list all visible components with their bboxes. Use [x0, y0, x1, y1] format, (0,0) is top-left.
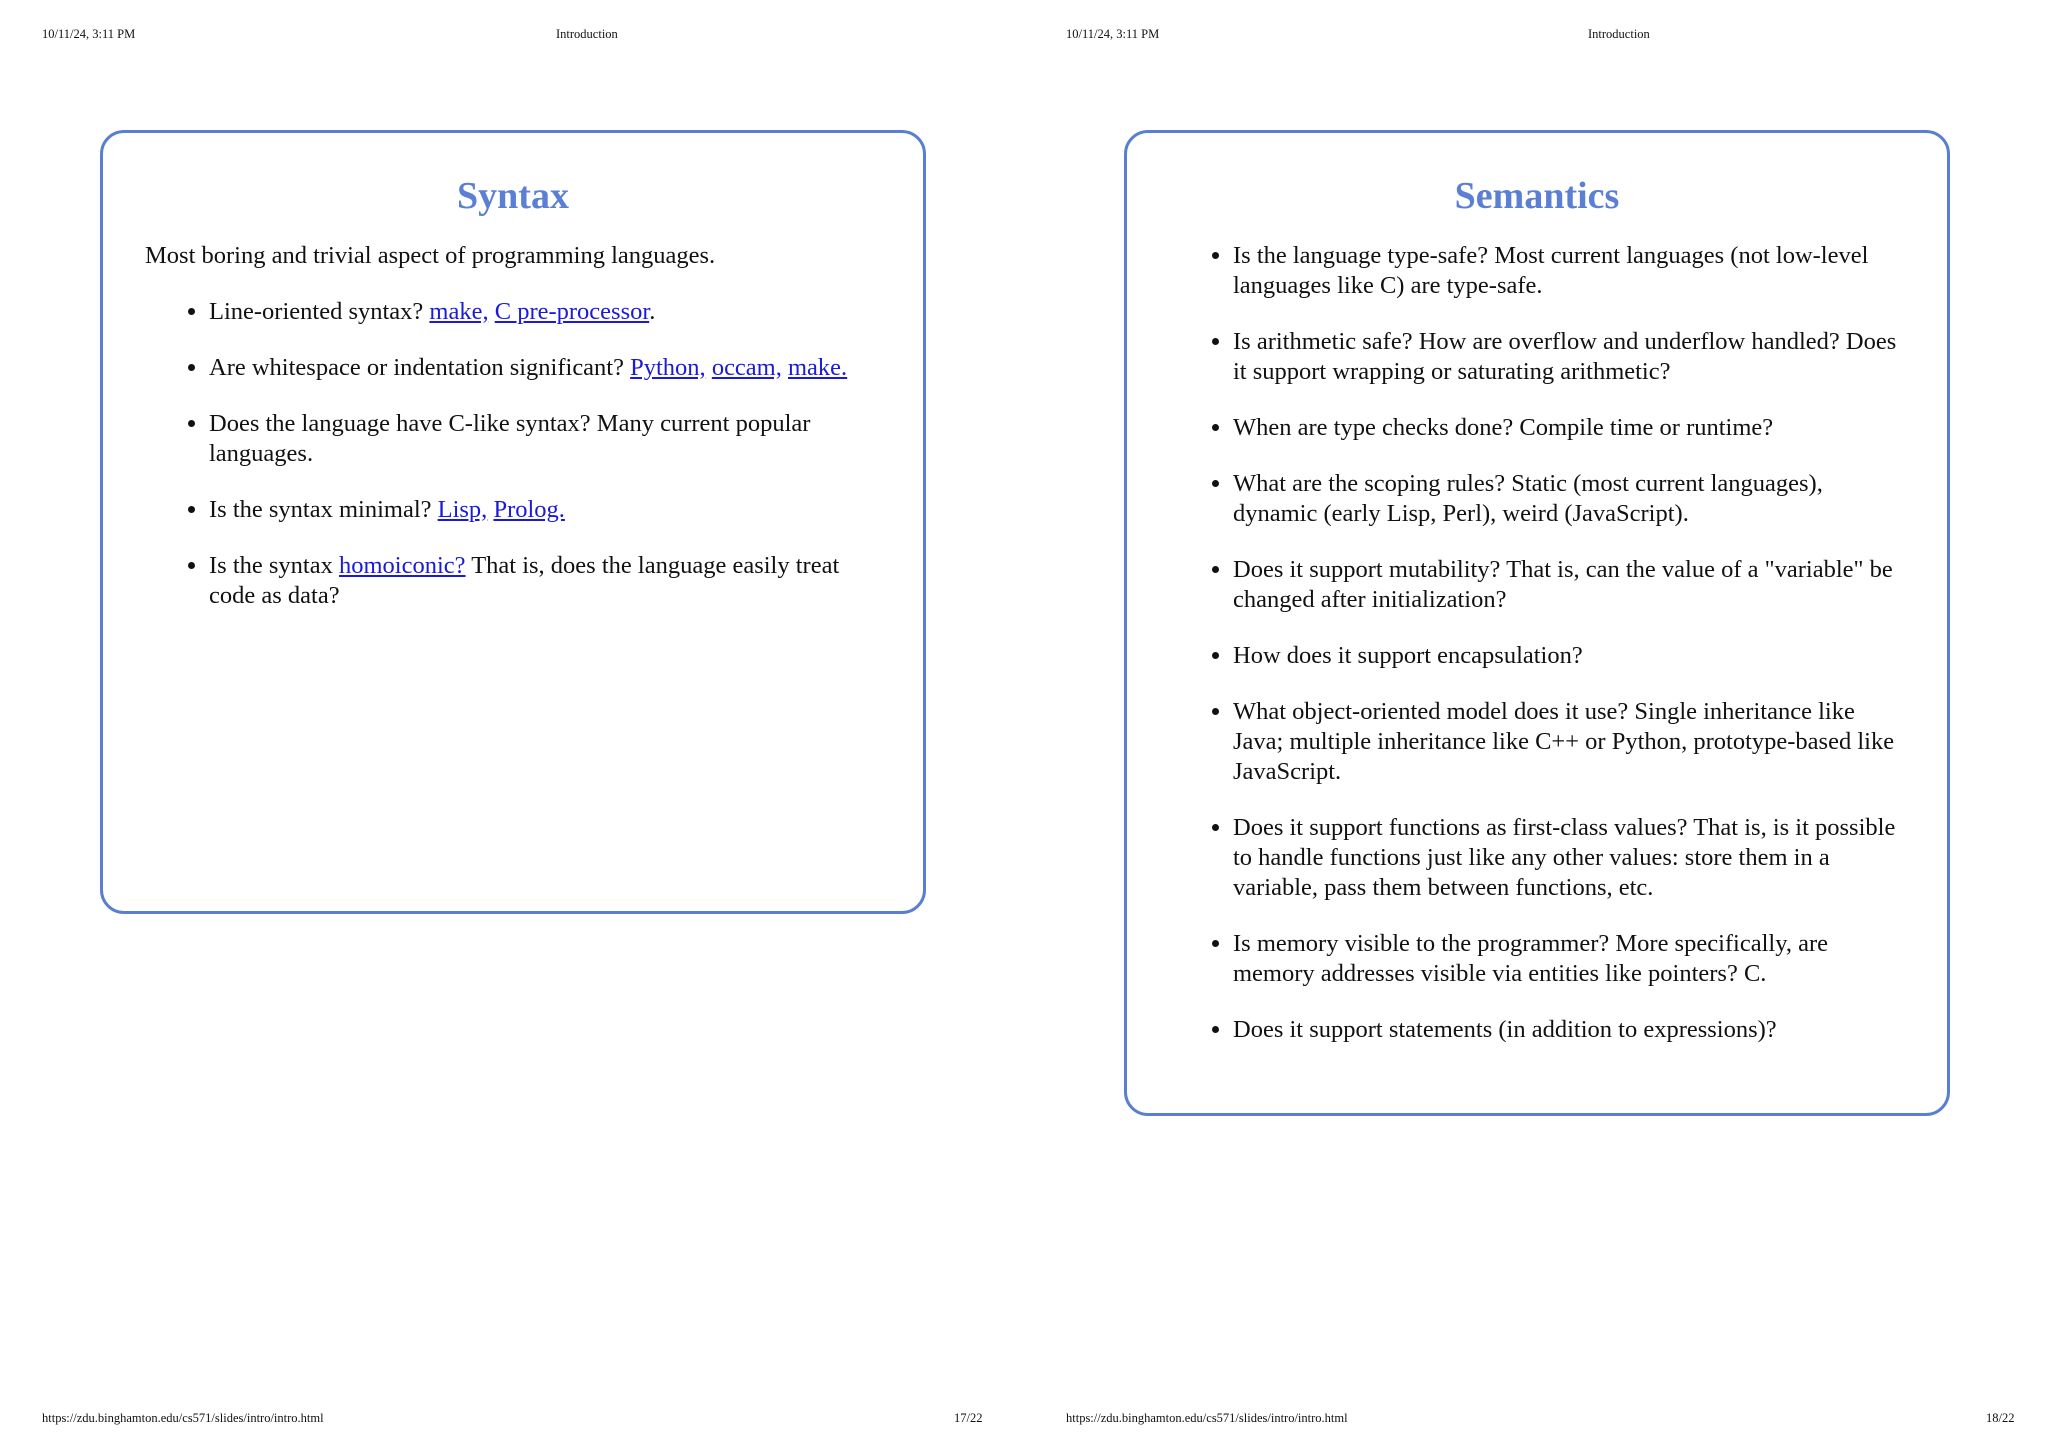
- header-title: Introduction: [1588, 27, 1650, 41]
- slide-intro: Most boring and trivial aspect of programming languages.: [145, 241, 716, 269]
- list-item: • Does it support mutability? That is, can the value of a "variable" be changed after initialization?: [1233, 555, 1907, 615]
- list-item: [209, 353, 883, 383]
- list-item: [209, 297, 883, 327]
- bullet-text: Are whitespace or indentation significant?: [209, 353, 631, 381]
- list-item: • Is memory visible to the programmer? More specifically, are memory addresses visible via entities like pointers? C.: [1233, 929, 1907, 989]
- link-occam[interactable]: occam,: [711, 353, 782, 381]
- bullet-text: Is the syntax: [209, 551, 339, 579]
- list-item: • Is the language type-safe? Most current languages (not low-level languages like C) are type-safe.: [1233, 241, 1907, 301]
- bullet-list: [1169, 241, 1907, 1045]
- link-make[interactable]: make,: [429, 297, 489, 325]
- list-item: • Is arithmetic safe? How are overflow and underflow handled? Does it support wrapping or saturating arithmetic?: [1233, 327, 1907, 387]
- slide-title: Semantics: [1454, 175, 1620, 217]
- footer-page-number: 18/22: [1986, 1411, 2015, 1425]
- list-item: • When are type checks done? Compile time or runtime?: [1233, 413, 1907, 443]
- list-item: • What are the scoping rules? Static (most current languages), dynamic (early Lisp, Perl), weird (JavaScript).: [1233, 469, 1907, 529]
- print-page-right: [1024, 0, 2048, 1447]
- slide-semantics: [1124, 130, 1950, 1116]
- footer-url: https://zdu.binghamton.edu/cs571/slides/intro/intro.html: [42, 1411, 324, 1425]
- link-c-pre-processor[interactable]: C pre-processor: [494, 297, 650, 325]
- bullet-text: .: [649, 297, 656, 325]
- list-item: [209, 409, 883, 469]
- header-date: 10/11/24, 3:11 PM: [1066, 27, 1160, 41]
- link-python[interactable]: Python,: [630, 353, 706, 381]
- bullet-text: Line-oriented syntax?: [209, 297, 430, 325]
- link-prolog[interactable]: Prolog.: [493, 495, 565, 523]
- bullet-text: Does the language have C-like syntax? Many current popular languages.: [209, 409, 811, 467]
- bullet-list: [145, 297, 883, 611]
- list-item: [209, 551, 883, 611]
- list-item: • Does it support statements (in addition to expressions)?: [1233, 1015, 1907, 1045]
- link-homoiconic[interactable]: homoiconic?: [338, 551, 466, 579]
- list-item: • Does it support functions as first-class values? That is, is it possible to handle functions just like any other values: store them in a variable, pass them between functions, etc.: [1233, 813, 1907, 903]
- link-lisp[interactable]: Lisp,: [437, 495, 488, 523]
- list-item: [209, 495, 883, 525]
- bullet-text: Is the syntax minimal?: [209, 495, 438, 523]
- list-item: • How does it support encapsulation?: [1233, 641, 1907, 671]
- slide-body: [103, 241, 923, 611]
- header-title: Introduction: [556, 27, 618, 41]
- link-make-2[interactable]: make.: [788, 353, 848, 381]
- footer-url: https://zdu.binghamton.edu/cs571/slides/intro/intro.html: [1066, 1411, 1348, 1425]
- header-date: 10/11/24, 3:11 PM: [42, 27, 136, 41]
- slide-title: Syntax: [457, 175, 569, 217]
- slide-body: [1127, 241, 1947, 1045]
- slide-syntax: [100, 130, 926, 914]
- list-item: • What object-oriented model does it use? Single inheritance like Java; multiple inheritance like C++ or Python, prototype-based like JavaScript.: [1233, 697, 1907, 787]
- footer-page-number: 17/22: [954, 1411, 983, 1425]
- bullet-text: That is, does the language easily treat code as data?: [209, 551, 840, 609]
